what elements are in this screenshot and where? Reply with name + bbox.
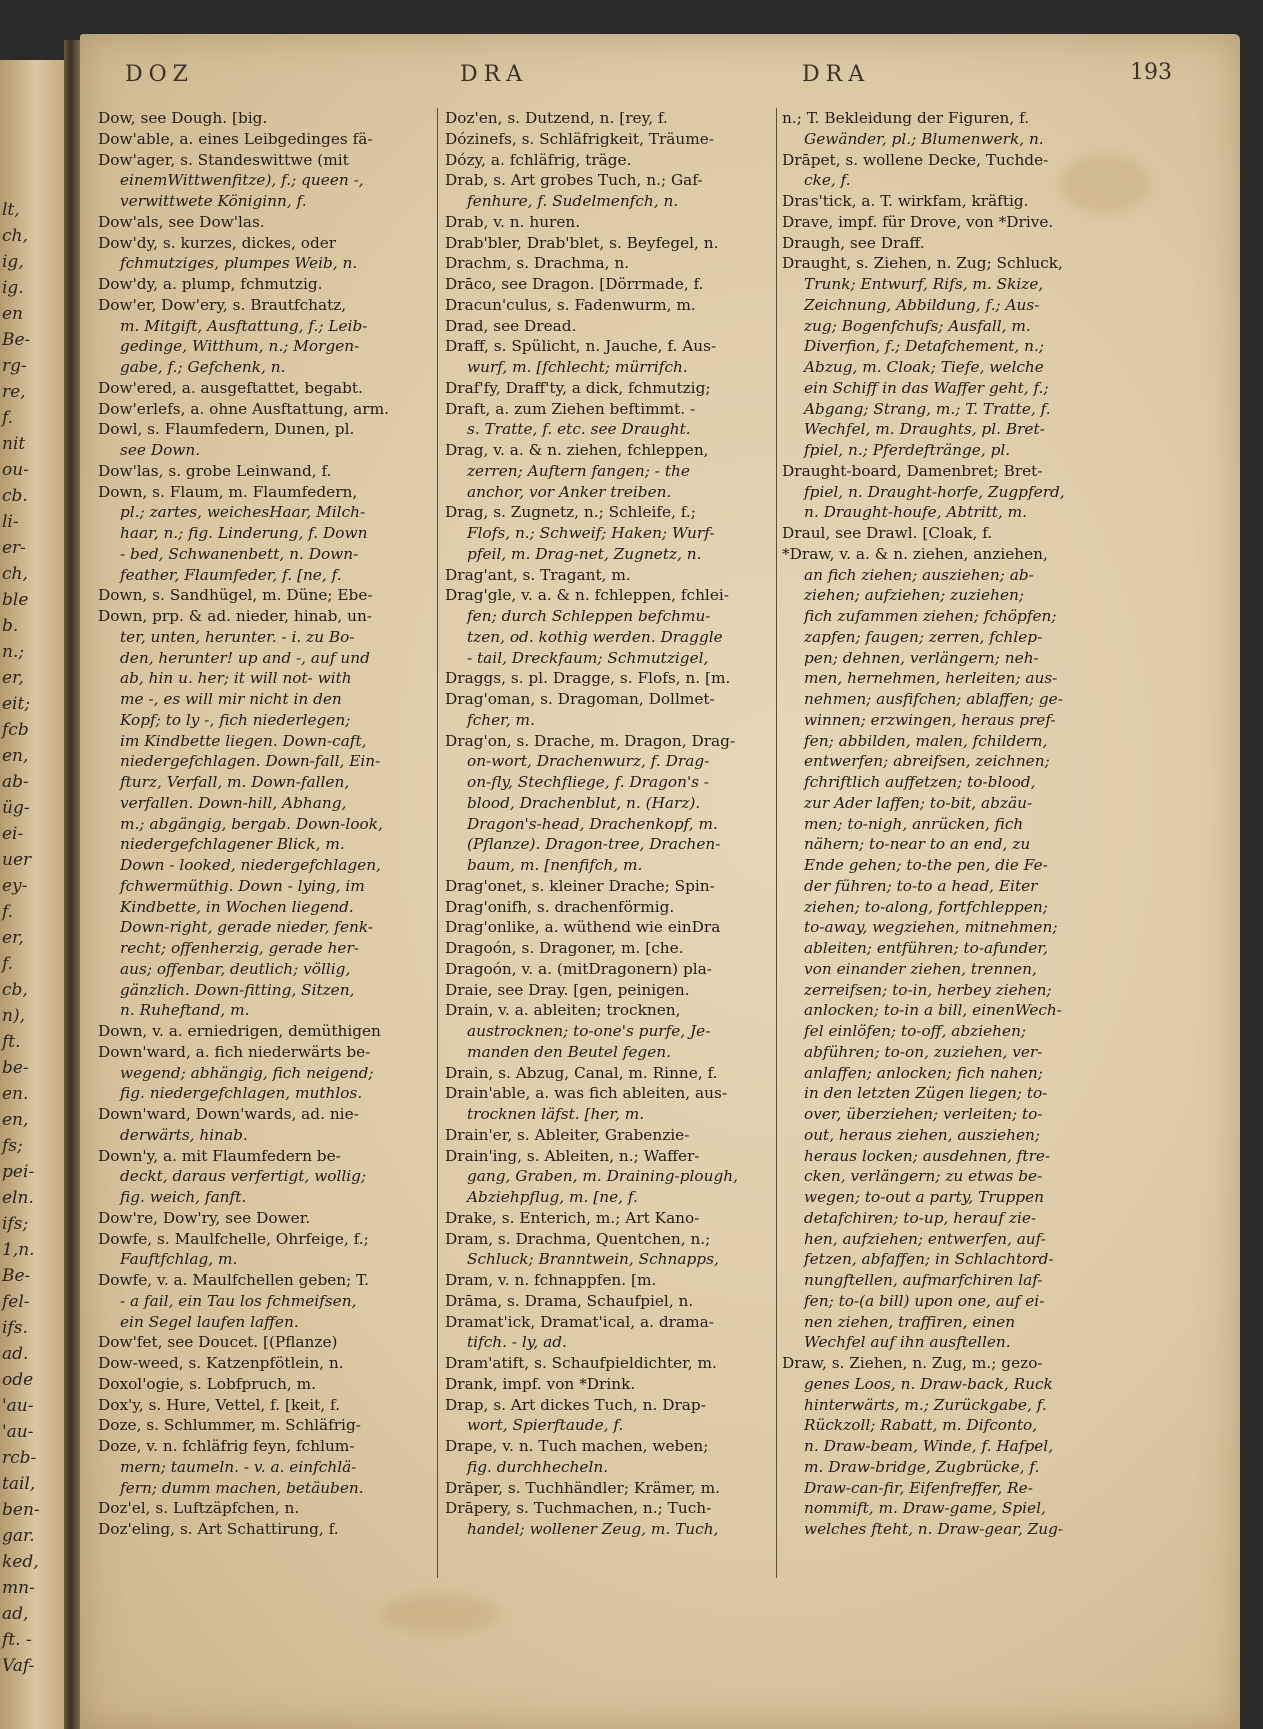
entry-line: Drap, s. Art dickes Tuch, n. Drap- <box>445 1395 706 1414</box>
left-page-fragment: f. <box>2 408 14 428</box>
entry-line: Dow'als, see Dow'las. <box>98 212 265 231</box>
entry-line: m. Draw-bridge, Zugbrücke, f. <box>804 1457 1040 1476</box>
entry-line: Drake, s. Enterich, m.; Art Kano- <box>445 1208 700 1227</box>
left-page-fragment: ig. <box>2 278 24 298</box>
entry-line: ein Schiff in das Waffer geht, f.; <box>804 378 1049 397</box>
entry-line: men, hernehmen, herleiten; aus- <box>804 669 1058 688</box>
left-page-fragment: re, <box>2 382 26 402</box>
entry-line: Draul, see Drawl. [Cloak, f. <box>782 524 993 542</box>
entry-line: in den letzten Zügen liegen; to- <box>804 1084 1048 1103</box>
column-rule <box>437 108 438 1578</box>
entry-line: fchwermüthig. Down - lying, im <box>120 876 365 895</box>
entry-line: entwerfen; abreifsen, zeichnen; <box>804 752 1050 771</box>
entry-line: zerreifsen; to-in, herbey ziehen; <box>804 980 1052 999</box>
left-page-fragment: ei- <box>2 824 24 844</box>
entry-line: Drave, impf. für Drove, von *Drive. <box>782 212 1054 231</box>
entry-line: hinterwärts, m.; Zurückgabe, f. <box>804 1395 1047 1414</box>
left-page-fragment: li- <box>2 512 19 532</box>
running-head-right: DRA <box>802 62 871 87</box>
entry-line: Doxol'ogie, s. Lobfpruch, m. <box>98 1374 316 1393</box>
entry-line: Down'ward, a. fich niederwärts be- <box>98 1042 371 1061</box>
entry-line: detafchiren; to-up, herauf zie- <box>804 1208 1037 1227</box>
entry-line: Draugh, see Draff. <box>782 233 925 252</box>
entry-line: Drag'ant, s. Tragant, m. <box>445 565 631 584</box>
entry-line: fern; dumm machen, betäuben. <box>120 1478 364 1497</box>
left-page-fragment: uer <box>2 850 32 870</box>
entry-line: Dras'tick, a. T. wirkfam, kräftig. <box>782 192 1029 210</box>
left-page-fragment: n), <box>2 1006 25 1026</box>
left-page-fragment: ab- <box>2 772 29 792</box>
entry-line: Dow'las, s. grobe Leinwand, f. <box>98 461 332 480</box>
entry-line: Drab'bler, Drab'blet, s. Beyfegel, n. <box>445 233 719 252</box>
entry-line: anlaffen; anlocken; fich nahen; <box>804 1063 1043 1082</box>
left-page-fragment: lt, <box>2 200 20 220</box>
entry-line: out, heraus ziehen, ausziehen; <box>804 1125 1041 1144</box>
entry-line: den, herunter! up and -, auf und <box>120 648 370 667</box>
entry-line: ableiten; entführen; to-afunder, <box>804 939 1048 957</box>
entry-line: abführen; to-on, zuziehen, ver- <box>804 1042 1043 1061</box>
running-head-middle: DRA <box>460 62 529 87</box>
entry-line: nähern; to-near to an end, zu <box>804 835 1031 854</box>
entry-line: Drag, v. a. & n. ziehen, fchleppen, <box>445 441 709 459</box>
entry-line: men; to-nigh, anrücken, fich <box>804 814 1024 833</box>
entry-line: gang, Graben, m. Draining-plough, <box>467 1167 738 1186</box>
entry-line: Drad, see Dread. <box>445 316 577 335</box>
left-page-fragment: ft. <box>2 1032 21 1052</box>
left-page-fragment: ble <box>2 590 29 610</box>
entry-line: manden den Beutel fegen. <box>467 1042 671 1061</box>
entry-line: Drachm, s. Drachma, n. <box>445 254 630 273</box>
entry-line: tzen, od. kothig werden. Draggle <box>467 627 723 646</box>
entry-line: - bed, Schwanenbett, n. Down- <box>120 544 359 563</box>
entry-line: Drape, v. n. Tuch machen, weben; <box>445 1437 709 1455</box>
entry-line: Draw-can-fir, Eifenfreffer, Re- <box>804 1478 1033 1497</box>
entry-line: Drāco, see Dragon. [Dörrmade, f. <box>445 275 704 293</box>
left-page-fragment: en <box>2 304 24 324</box>
entry-line: welches fteht, n. Draw-gear, Zug- <box>804 1520 1064 1538</box>
entry-line: handel; wollener Zeug, m. Tuch, <box>467 1520 719 1538</box>
entry-line: fpiel, n.; Pferdeftränge, pl. <box>804 441 1011 459</box>
column-2 <box>445 108 771 1540</box>
left-page-fragment: ig, <box>2 252 24 272</box>
left-page-fragment: rcb- <box>2 1448 37 1468</box>
entry-line: haar, n.; fig. Linderung, f. Down <box>120 524 368 542</box>
entry-line: blood, Drachenblut, n. (Harz). <box>467 793 701 812</box>
left-page-fragment: er, <box>2 928 24 948</box>
left-page-fragment: fcb <box>2 720 29 740</box>
left-page-fragment: ode <box>2 1370 34 1390</box>
left-page-fragment: cb. <box>2 486 28 506</box>
entry-line: Drab, s. Art grobes Tuch, n.; Gaf- <box>445 171 703 190</box>
left-page-fragment: ifs; <box>2 1214 29 1234</box>
left-page-fragment: f. <box>2 902 14 922</box>
entry-line: deckt, daraus verfertigt, wollig; <box>120 1167 367 1186</box>
entry-line: von einander ziehen, trennen, <box>804 959 1037 978</box>
entry-line: Drāper, s. Tuchhändler; Krämer, m. <box>445 1478 720 1497</box>
entry-line: Doze, s. Schlummer, m. Schläfrig- <box>98 1416 361 1435</box>
entry-line: Dox'y, s. Hure, Vettel, f. [keit, f. <box>98 1395 341 1414</box>
entry-line: cke, f. <box>804 171 851 190</box>
entry-line: Dózinefs, s. Schläfrigkeit, Träume- <box>445 129 715 148</box>
entry-line: Down, s. Flaum, m. Flaumfedern, <box>98 482 358 501</box>
entry-line: ab, hin u. her; it will not- with <box>120 669 352 688</box>
entry-line: m. Mitgift, Ausftattung, f.; Leib- <box>120 316 368 335</box>
entry-line: pl.; zartes, weichesHaar, Milch- <box>120 503 366 522</box>
entry-line: nen ziehen, traffiren, einen <box>804 1312 1016 1331</box>
entry-line: Dram, s. Drachma, Quentchen, n.; <box>445 1229 711 1248</box>
entry-line: Drag'oman, s. Dragoman, Dollmet- <box>445 690 715 708</box>
entry-line: trocknen läfst. [her, m. <box>467 1105 645 1123</box>
entry-line: (Pflanze). Dragon-tree, Drachen- <box>467 835 721 854</box>
entry-line: Down, s. Sandhügel, m. Düne; Ebe- <box>98 586 373 605</box>
entry-line: Diverfion, f.; Detafchement, n.; <box>804 337 1045 356</box>
entry-line: on-wort, Drachenwurz, f. Drag- <box>467 752 710 771</box>
entry-line: cken, verlängern; zu etwas be- <box>804 1167 1043 1186</box>
entry-line: nehmen; ausfifchen; ablaffen; ge- <box>804 690 1063 708</box>
entry-line: fig. weich, fanft. <box>120 1188 247 1206</box>
left-page-fragment: eln. <box>2 1188 34 1208</box>
entry-line: zur Ader laffen; to-bit, abzäu- <box>804 793 1033 812</box>
entry-line: baum, m. [nenfifch, m. <box>467 856 643 874</box>
left-page-fragment: ou- <box>2 460 29 480</box>
entry-line: Abgang; Strang, m.; T. Tratte, f. <box>804 399 1051 418</box>
entry-line: Draught, s. Ziehen, n. Zug; Schluck, <box>782 254 1063 273</box>
entry-line: Doz'eling, s. Art Schattirung, f. <box>98 1520 339 1538</box>
entry-line: recht; offenherzig, gerade her- <box>120 939 359 957</box>
entry-line: zug; Bogenfchufs; Ausfall, m. <box>804 316 1031 335</box>
entry-line: einemWittwenfitze), f.; queen -, <box>120 171 364 190</box>
entry-line: Drāma, s. Drama, Schaufpiel, n. <box>445 1291 694 1310</box>
left-page-fragment: gar. <box>2 1526 35 1546</box>
left-page-fragment: üg- <box>2 798 30 818</box>
entry-line: aus; offenbar, deutlich; völlig, <box>120 959 351 978</box>
left-page-fragment: 'au- <box>2 1422 34 1442</box>
entry-line: fcher, m. <box>467 710 535 729</box>
entry-line: Drank, impf. von *Drink. <box>445 1374 636 1393</box>
entry-line: Gewänder, pl.; Blumenwerk, n. <box>804 129 1044 148</box>
left-page-fragment: ch, <box>2 564 28 584</box>
entry-line: Down-right, gerade nieder, fenk- <box>120 918 374 937</box>
entry-line: fchriftlich auffetzen; to-blood, <box>804 773 1036 791</box>
entry-line: Drain, s. Abzug, Canal, m. Rinne, f. <box>445 1063 718 1082</box>
left-page-fragment: ch, <box>2 226 28 246</box>
entry-line: fich zufammen ziehen; fchöpfen; <box>804 607 1057 625</box>
left-page-fragment: ft. - <box>2 1630 32 1650</box>
entry-line: me -, es will mir nicht in den <box>120 690 342 708</box>
entry-line: gänzlich. Down-fitting, Sitzen, <box>120 980 355 999</box>
entry-line: Fauftfchlag, m. <box>120 1250 238 1269</box>
left-page-fragment: rg- <box>2 356 27 376</box>
entry-line: im Kindbette liegen. Down-caft, <box>120 731 367 750</box>
entry-line: Drain, v. a. ableiten; trocknen, <box>445 1001 681 1020</box>
entry-line: wegen; to-out a party, Truppen <box>804 1188 1044 1206</box>
left-page-fragment: ey- <box>2 876 28 896</box>
entry-line: fen; to-(a bill) upon one, auf ei- <box>804 1291 1045 1310</box>
entry-line: *Draw, v. a. & n. ziehen, anziehen, <box>782 544 1048 563</box>
left-page-fragment: be- <box>2 1058 29 1078</box>
entry-line: Wechfel auf ihn ausftellen. <box>804 1333 1011 1352</box>
left-page-fragment: Be- <box>2 1266 31 1286</box>
entry-line: Dow'fet, see Doucet. [(Pflanze) <box>98 1333 338 1352</box>
entry-line: Drag'gle, v. a. & n. fchleppen, fchlei- <box>445 586 729 605</box>
entry-line: Drag, s. Zugnetz, n.; Schleife, f.; <box>445 503 696 522</box>
left-page-fragment: 'au- <box>2 1396 34 1416</box>
entry-line: Down'y, a. mit Flaumfedern be- <box>98 1146 341 1165</box>
entry-line: Dow're, Dow'ry, see Dower. <box>98 1208 311 1227</box>
left-page-fragment: er, <box>2 668 24 688</box>
entry-line: Draf'fy, Draff'ty, a dick, fchmutzig; <box>445 378 711 397</box>
entry-line: mern; taumeln. - v. a. einfchlä- <box>120 1457 357 1476</box>
entry-line: feather, Flaumfeder, f. [ne, f. <box>120 565 342 584</box>
entry-line: derwärts, hinab. <box>120 1125 248 1144</box>
left-page-fragment: ked, <box>2 1552 39 1572</box>
left-page-fragment: ad, <box>2 1604 29 1624</box>
entry-line: Drag'onet, s. kleiner Drache; Spin- <box>445 876 715 895</box>
entry-line: - tail, Dreckfaum; Schmutzigel, <box>467 648 709 667</box>
entry-line: fchmutziges, plumpes Weib, n. <box>120 254 358 273</box>
entry-line: ter, unten, herunter. - i. zu Bo- <box>120 627 355 646</box>
entry-line: hen, aufziehen; entwerfen, auf- <box>804 1229 1046 1248</box>
left-page-fragment: ifs. <box>2 1318 28 1338</box>
entry-line: Ende gehen; to-the pen, die Fe- <box>804 856 1048 874</box>
entry-line: nungftellen, aufmarfchiren laf- <box>804 1271 1043 1289</box>
column-1 <box>98 108 424 1540</box>
entry-line: ein Segel laufen laffen. <box>120 1312 299 1331</box>
entry-line: Drag'on, s. Drache, m. Dragon, Drag- <box>445 731 736 750</box>
entry-line: over, überziehen; verleiten; to- <box>804 1105 1043 1123</box>
entry-line: ziehen; to-along, fortfchleppen; <box>804 897 1048 916</box>
entry-line: to-away, wegziehen, mitnehmen; <box>804 918 1058 937</box>
running-head-left: DOZ <box>125 62 194 87</box>
entry-line: Dram, v. n. fchnappfen. [m. <box>445 1271 657 1289</box>
entry-line: Drain'ing, s. Ableiten, n.; Waffer- <box>445 1146 700 1165</box>
entry-line: n. Ruheftand, m. <box>120 1001 250 1020</box>
entry-line: Down, prp. & ad. nieder, hinab, un- <box>98 607 372 625</box>
entry-line: heraus locken; ausdehnen, ftre- <box>804 1146 1051 1165</box>
entry-line: n. Draught-houfe, Abtritt, m. <box>804 503 1028 522</box>
entry-line: Dowl, s. Flaumfedern, Dunen, pl. <box>98 420 355 439</box>
left-page-fragment: tail, <box>2 1474 36 1494</box>
entry-line: Draggs, s. pl. Dragge, s. Flofs, n. [m. <box>445 669 731 688</box>
left-page-fragment: nit <box>2 434 26 454</box>
entry-line: pen; dehnen, verlängern; neh- <box>804 648 1039 667</box>
page-number: 193 <box>1130 60 1172 85</box>
entry-line: verfallen. Down-hill, Abhang, <box>120 793 347 812</box>
entry-line: Dow-weed, s. Katzenpfötlein, n. <box>98 1354 344 1372</box>
column-rule <box>776 108 777 1578</box>
entry-line: Dramat'ick, Dramat'ical, a. drama- <box>445 1312 714 1331</box>
left-page-fragment: pei- <box>2 1162 35 1182</box>
entry-line: on-fly, Stechfliege, f. Dragon's - <box>467 773 710 791</box>
entry-line: Dow'ered, a. ausgeftattet, begabt. <box>98 378 363 397</box>
left-page-fragment: b. <box>2 616 19 636</box>
entry-line: Dózy, a. fchläfrig, träge. <box>445 150 632 169</box>
entry-line: anlocken; to-in a bill, einenWech- <box>804 1001 1062 1020</box>
entry-line: Dracun'culus, s. Fadenwurm, m. <box>445 295 696 314</box>
left-page-fragment: en, <box>2 1110 29 1130</box>
entry-line: Rückzoll; Rabatt, m. Difconto, <box>804 1416 1038 1435</box>
entry-line: Drain'er, s. Ableiter, Grabenzie- <box>445 1125 690 1144</box>
left-page-fragment: ben- <box>2 1500 40 1520</box>
entry-line: Dow'dy, a. plump, fchmutzig. <box>98 275 323 293</box>
entry-line: fenhure, f. Sudelmenfch, n. <box>467 192 679 210</box>
entry-line: Trunk; Entwurf, Rifs, m. Skize, <box>804 275 1044 293</box>
entry-line: wegend; abhängig, fich neigend; <box>120 1063 374 1082</box>
entry-line: fen; durch Schleppen befchmu- <box>467 607 711 625</box>
left-page-fragment: Vaf- <box>2 1656 35 1676</box>
entry-line: fetzen, abfaffen; in Schlachtord- <box>804 1250 1054 1269</box>
entry-line: Dragoón, v. a. (mitDragonern) pla- <box>445 959 712 978</box>
entry-line: fen; abbilden, malen, fchildern, <box>804 731 1048 750</box>
entry-line: Down - looked, niedergefchlagen, <box>120 856 381 874</box>
entry-line: zapfen; faugen; zerren, fchlep- <box>804 627 1043 646</box>
entry-line: anchor, vor Anker treiben. <box>467 482 672 501</box>
paper-stain <box>380 1594 500 1634</box>
entry-line: Dow'er, Dow'ery, s. Brautfchatz, <box>98 295 347 314</box>
entry-line: fpiel, n. Draught-horfe, Zugpferd, <box>804 482 1065 501</box>
entry-line: tifch. - ly, ad. <box>467 1333 567 1352</box>
entry-line: Dragoón, s. Dragoner, m. [che. <box>445 939 684 957</box>
entry-line: nommift, m. Draw-game, Spiel, <box>804 1499 1046 1518</box>
entry-line: Doze, v. n. fchläfrig feyn, fchlum- <box>98 1437 355 1455</box>
entry-line: gabe, f.; Gefchenk, n. <box>120 358 286 376</box>
entry-line: Kopf; to ly -, fich niederlegen; <box>120 710 351 729</box>
left-page-fragment: en. <box>2 1084 29 1104</box>
entry-line: Dow'able, a. eines Leibgedinges fä- <box>98 129 373 148</box>
entry-line: winnen; erzwingen, heraus pref- <box>804 710 1056 729</box>
entry-line: Kindbette, in Wochen liegend. <box>120 897 354 916</box>
left-page-fragment: n.; <box>2 642 25 662</box>
entry-line: genes Loos, n. Draw-back, Ruck <box>804 1374 1053 1393</box>
entry-line: Doz'en, s. Dutzend, n. [rey, f. <box>445 109 668 127</box>
entry-line: fig. niedergefchlagen, muthlos. <box>120 1084 363 1103</box>
entry-line: an fich ziehen; ausziehen; ab- <box>804 565 1034 584</box>
entry-line: Dragon's-head, Drachenkopf, m. <box>467 814 718 833</box>
entry-line: Draie, see Dray. [gen, peinigen. <box>445 980 690 999</box>
entry-line: see Down. <box>120 441 201 459</box>
entry-line: gedinge, Witthum, n.; Morgen- <box>120 337 360 356</box>
entry-line: Doz'el, s. Luftzäpfchen, n. <box>98 1499 300 1518</box>
entry-line: fturz, Verfall, m. Down-fallen, <box>120 773 350 791</box>
entry-line: fig. durchhecheln. <box>467 1457 609 1476</box>
entry-line: ziehen; aufziehen; zuziehen; <box>804 586 1025 605</box>
entry-line: Down'ward, Down'wards, ad. nie- <box>98 1105 359 1123</box>
entry-line: Drain'able, a. was fich ableiten, aus- <box>445 1084 727 1103</box>
book-gutter <box>64 40 80 1729</box>
left-page-fragment: mn- <box>2 1578 35 1598</box>
entry-line: Zeichnung, Abbildung, f.; Aus- <box>804 295 1040 314</box>
entry-line: Drab, v. n. huren. <box>445 212 581 231</box>
entry-line: niedergefchlagen. Down-fall, Ein- <box>120 752 381 771</box>
entry-line: niedergefchlagener Blick, m. <box>120 835 345 854</box>
left-page-fragment: cb, <box>2 980 28 1000</box>
entry-line: verwittwete Königinn, f. <box>120 192 307 210</box>
entry-line: Down, v. a. erniedrigen, demüthigen <box>98 1022 381 1040</box>
entry-line: der führen; to-to a head, Eiter <box>804 876 1038 895</box>
entry-line: Draught-board, Damenbret; Bret- <box>782 461 1043 480</box>
entry-line: Drāpet, s. wollene Decke, Tuchde- <box>782 150 1049 169</box>
column-3 <box>782 108 1108 1540</box>
entry-line: n.; T. Bekleidung der Figuren, f. <box>782 109 1030 127</box>
left-page-fragment: fs; <box>2 1136 23 1156</box>
left-page-fragment: f. <box>2 954 14 974</box>
entry-line: s. Tratte, f. etc. see Draught. <box>467 420 691 439</box>
left-page-fragment: er- <box>2 538 26 558</box>
entry-line: wort, Spierftaude, f. <box>467 1416 624 1435</box>
entry-line: Drāpery, s. Tuchmachen, n.; Tuch- <box>445 1499 712 1518</box>
entry-line: Wechfel, m. Draughts, pl. Bret- <box>804 420 1045 439</box>
entry-line: Draft, a. zum Ziehen beftimmt. - <box>445 399 696 418</box>
entry-line: Dowfe, s. Maulfchelle, Ohrfeige, f.; <box>98 1229 369 1248</box>
entry-line: Draff, s. Spülicht, n. Jauche, f. Aus- <box>445 337 717 356</box>
entry-line: Abzug, m. Cloak; Tiefe, welche <box>804 358 1044 376</box>
left-page-edge <box>0 60 64 1729</box>
left-page-fragment: en, <box>2 746 29 766</box>
entry-line: Schluck; Branntwein, Schnapps, <box>467 1250 719 1269</box>
entry-line: Drag'onlike, a. wüthend wie einDra <box>445 918 721 937</box>
entry-line: Dow, see Dough. [big. <box>98 109 268 127</box>
entry-line: Dram'atift, s. Schaufpieldichter, m. <box>445 1354 717 1372</box>
entry-line: fel einlöfen; to-off, abziehen; <box>804 1022 1027 1040</box>
entry-line: Dow'dy, s. kurzes, dickes, oder <box>98 233 337 252</box>
entry-line: m.; abgängig, bergab. Down-look, <box>120 814 383 833</box>
entry-line: wurf, m. [fchlecht; mürrifch. <box>467 358 688 376</box>
entry-line: - a fail, ein Tau los fchmeifsen, <box>120 1291 357 1310</box>
entry-line: Dow'erlefs, a. ohne Ausftattung, arm. <box>98 399 389 418</box>
left-page-fragment: eit; <box>2 694 31 714</box>
entry-line: zerren; Auftern fangen; - the <box>467 461 690 480</box>
entry-line: Flofs, n.; Schweif; Haken; Wurf- <box>467 524 715 542</box>
entry-line: Dow'ager, s. Standeswittwe (mit <box>98 150 349 169</box>
entry-line: Abziehpflug, m. [ne, f. <box>467 1188 638 1206</box>
left-page-fragment: Be- <box>2 330 31 350</box>
entry-line: Draw, s. Ziehen, n. Zug, m.; gezo- <box>782 1354 1043 1372</box>
entry-line: n. Draw-beam, Winde, f. Hafpel, <box>804 1437 1054 1455</box>
left-page-fragment: ad. <box>2 1344 29 1364</box>
entry-line: Drag'onifh, s. drachenförmig. <box>445 897 675 916</box>
left-page-fragment: 1,n. <box>2 1240 35 1260</box>
entry-line: pfeil, m. Drag-net, Zugnetz, n. <box>467 544 702 563</box>
entry-line: Dowfe, v. a. Maulfchellen geben; T. <box>98 1271 369 1289</box>
left-page-fragment: fel- <box>2 1292 30 1312</box>
entry-line: austrocknen; to-one's purfe, Je- <box>467 1022 711 1040</box>
